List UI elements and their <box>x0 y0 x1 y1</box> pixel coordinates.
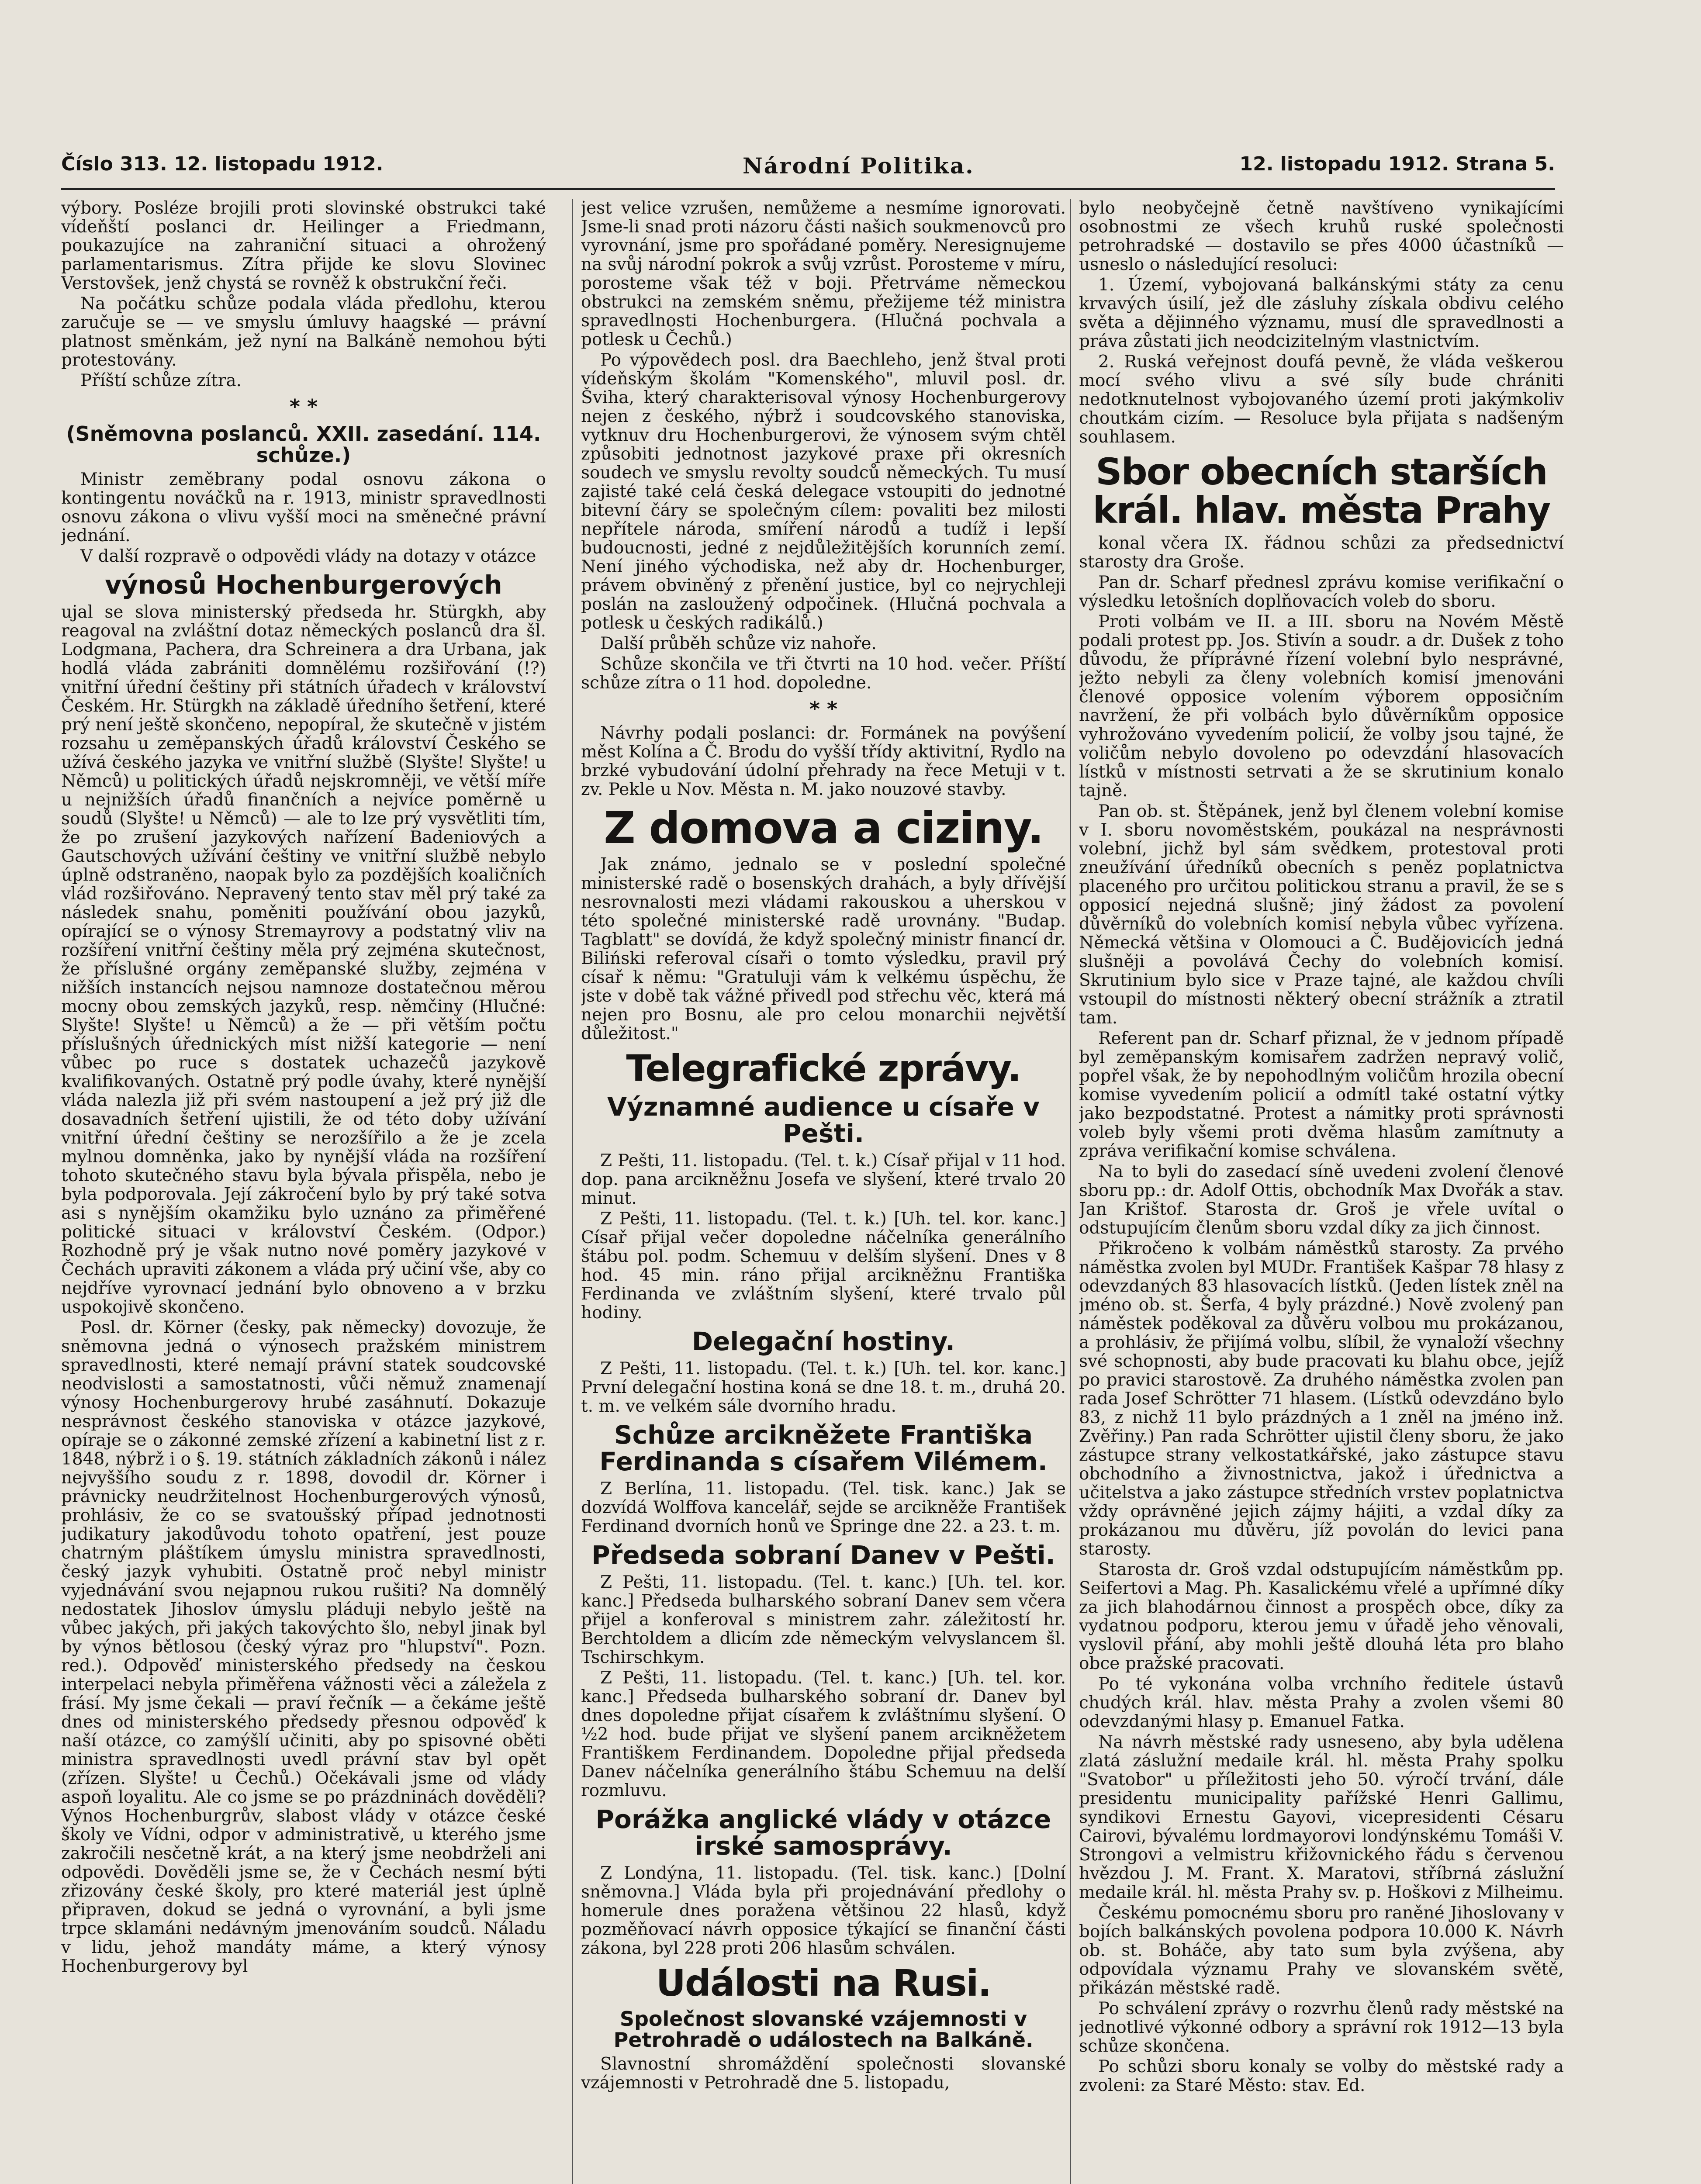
column-divider <box>572 199 573 2184</box>
article-paragraph: Příští schůze zítra. <box>80 371 242 390</box>
article-paragraph: Z Pešti, 11. listopadu. (Tel. t. kanc.) [Uh. tel. kor. kanc.] Předseda bulharského sobraní Danev sem včera přijel a konferoval s ministrem zahr. záležitostí hr. Berchtoldem a dlicím zde německým velvyslancem šl. Tschirschkym. <box>581 1572 1066 1667</box>
article-paragraph: Pan ob. st. Štěpánek, jenž byl členem volební komise v I. sboru novoměstském, poukázal na nesprávnosti volební, jichž byl sám svědkem, protestoval proti zneužívání úředníků obecních s peněz poplatnictva placeného pro určitou politickou stranu a pravil, že se s opposicí nejedná slušně; jiný žádost za povolení důvěrníků do volebních komisí nebyla vůbec vyřízena. Německá většina v Olomouci a Č. Budějovicích jedná slušněji a povolává Čechy do volebních komisí. Skrutinium bylo sice v Praze tajné, ale každou chvíli vstoupil do místnosti některý obecní strážník a ztratil tam. <box>1079 802 1564 1028</box>
article-paragraph: Z Pešti, 11. listopadu. (Tel. t. k.) Císař přijal v 11 hod. dop. pana arcikněžnu Josefa ve slyšení, které trvalo 20 minut. <box>581 1151 1066 1209</box>
column-1 <box>61 199 546 2184</box>
section-separator: * * <box>809 697 838 721</box>
article-heading: Významné audience u císaře v Pešti. <box>607 1092 1040 1149</box>
article-heading: Předseda sobraní Danev v Pešti. <box>591 1540 1055 1570</box>
article-paragraph: Na to byli do zasedací síně uvedeni zvolení členové sboru pp.: dr. Adolf Ottis, obchodník Max Dvořák a stav. Jan Krištof. Starosta dr. Groš je vřele uvítal o odstupujícím členům sboru vzdal díky za jich činnost. <box>1079 1162 1564 1238</box>
article-paragraph: V další rozpravě o odpovědi vlády na dotazy v otázce <box>80 546 536 566</box>
article-paragraph: Po schůzi sboru konaly se volby do městské rady a zvoleni: za Staré Město: stav. Ed. <box>1079 2057 1564 2096</box>
section-heading: Telegrafické zprávy. <box>626 1047 1021 1090</box>
column-3 <box>1079 199 1564 2184</box>
article-heading: Společnost slovanské vzájemnosti v Petrohradě o událostech na Balkáně. <box>613 2007 1034 2052</box>
article-paragraph: 1. Území, vybojovaná balkánskými státy za cenu krvavých úsilí, jež dle zásluhy získala obdivu celého světa a dějinného významu, musí dle spravedlnosti a práva zůstati jich neodcizitelným vlastnictvím. <box>1079 275 1564 351</box>
article-paragraph: Z Pešti, 11. listopadu. (Tel. t. k.) [Uh. tel. kor. kanc.] Císař přijal večer dopoledne náčelníka generálního štábu pol. podm. Schemuu v delším slyšení. Dnes v 8 hod. 45 min. ráno přijal arcikněžnu Františka Ferdinanda ve zvláštním slyšení, které trvalo půl hodiny. <box>581 1209 1066 1323</box>
article-heading: Schůze arcikněžete Františka Ferdinanda s císařem Vilémem. <box>599 1420 1048 1477</box>
article-paragraph: jest velice vzrušen, nemůžeme a nesmíme ignorovati. Jsme-li snad proti názoru části našich soukmenovců pro vyrovnání, jsme pro spořádané poměry. Neresignujeme na svůj národní pokrok a svůj vzrůst. Porosteme v míru, porosteme však též v boji. Přetrváme německou obstrukci na zemském sněmu, přežijeme též ministra spravedlnosti Hochenburgera. (Hlučná pochvala a potlesk u Čechů.) <box>581 199 1066 349</box>
article-paragraph: ujal se slova ministerský předseda hr. Stürgkh, aby reagoval na zvláštní dotaz německých poslanců dra šl. Lodgmana, Pachera, dra Schreinera a dra Urbana, jak hodlá vláda zabrániti domnělému rozšiřování (!?) vnitřní úřední češtiny při státních úřadech v království Českém. Hr. Stürgkh na základě úředního šetření, které prý není ještě skončeno, nepopíral, že skutečně v jistém rozsahu u zeměpanských úřadů království Českého se užívá českého jazyka ve vnitřní službě (Slyšte! Slyšte! u Němců) u politických úřadů nejskromněji, ve větší míře u nejnižších úřadů finančních a nejvíce poměrně u soudů (Slyšte! u Němců) — ale to lze prý vysvětliti tím, že po zrušení jazykových nařízení Badeniových a Gautschových užívání češtiny ve vnitřní službě nebylo úplně odstraněno, naopak bylo za pozdějších koaličních vlád rozšiřováno. Nepravený tento stav měl prý také za následek snahu, poměniti používání obou jazyků, opírající se o výnosy Stremayrovy a podstatný vliv na rozšíření vnitřní češtiny měla prý zejména skutečnost, že příslušné orgány zeměpanské služby, zejména v nižších instancích nejsou namnoze dostatečnou měrou mocny obou zemských jazyků, resp. němčiny (Hlučné: Slyšte! Slyšte! u Němců) a že — při větším počtu příslušných úřednických míst nižší kategorie — není vůbec po ruce s dostatek uchazečů jazykově kvalifikovaných. Ostatně prý podle úvahy, které nynější vláda nalezla již při svém nastoupení a jež prý již dle dosavadních šetření ujistili, že od této doby užívání vnitřní úřední češtiny se nerozšířilo a že je zcela mylnou domněnka, jako by nynější vláda na rozšíření tohoto skutečného stavu byla bývala přispěla, nebo je byla podporovala. Její zákročení bylo by prý také sotva asi s nynějším okamžiku bylo uznáno za přiměřené politické situaci v království Českém. (Odpor.) Rozhodně prý je však nutno nové poměry jazykové v Čechách upraviti zákonem a vláda prý učiní vše, aby co nejdříve vyrovnací jednání bylo obnoveno a v brzku uspokojivě skončeno. <box>61 602 546 1317</box>
article-paragraph: Návrhy podali poslanci: dr. Formánek na povýšení měst Kolína a Č. Brodu do vyšší třídy aktivitní, Rydlo na brzké vybudování údolní přehrady na řece Metuji v t. zv. Pekle u Nov. Města n. M. jako nouzové stavby. <box>581 723 1066 800</box>
column-2 <box>581 199 1066 2184</box>
article-paragraph: Ministr zeměbrany podal osnovu zákona o kontingentu nováčků na r. 1913, ministr spravedlnosti osnovu zákona o vlivu vyšší moci na směnečné právní jednání. <box>61 469 546 546</box>
date-page-right: 12. listopadu 1912. Strana 5. <box>1239 153 1555 175</box>
article-heading: Porážka anglické vlády v otázce irské samosprávy. <box>595 1804 1051 1861</box>
section-separator: * * <box>289 395 318 418</box>
article-paragraph: 2. Ruská veřejnost doufá pevně, že vláda veškerou mocí svého vlivu a své síly bude chrániti nedotknutelnost vybojovaného území proti jakýmkoliv choutkám cizím. — Resoluce byla přijata s nadšeným souhlasem. <box>1079 352 1564 447</box>
column-divider <box>1070 199 1071 2184</box>
section-heading: Sbor obecních starších král. hlav. města Prahy <box>1093 450 1550 532</box>
article-paragraph: Jak známo, jednalo se v poslední společné ministerské radě o bosenských drahách, a byly dřívější nesrovnalosti mezi vládami rakouskou a uherskou v této společné ministerské radě urovnány. "Budap. Tagblatt" se dovídá, že když společný ministr financí dr. Biliński referoval císaři o tomto výsledku, pravil prý císař k němu: "Gratuluji vám k velkému úspěchu, že jste v době tak vážné přivedl pod střechu věc, která má nejen pro Bosnu, ale pro celou monarchii největší důležitost." <box>581 855 1066 1044</box>
article-paragraph: Z Pešti, 11. listopadu. (Tel. t. k.) [Uh. tel. kor. kanc.] První delegační hostina koná se dne 18. t. m., druhá 20. t. m. ve velkém sále dvorního hradu. <box>581 1359 1066 1417</box>
article-paragraph: Po té vykonána volba vrchního ředitele ústavů chudých král. hlav. města Prahy a zvolen všemi 80 odevzdanými hlasy p. Emanuel Fatka. <box>1079 1674 1564 1732</box>
page-header <box>61 153 1555 190</box>
article-paragraph: Z Pešti, 11. listopadu. (Tel. t. kanc.) [Uh. tel. kor. kanc.] Předseda bulharského sobraní dr. Danev byl dnes dopoledne přijat císařem k zvláštnímu slyšení. O ½2 hod. bude přijat ve slyšení panem arcikněžetem Františkem Ferdinandem. Dopoledne přijal předseda Danev náčelníka generálního štábu Schemuu na delší rozmluvu. <box>581 1668 1066 1800</box>
masthead-title: Národní Politika. <box>743 153 975 179</box>
section-heading: Události na Rusi. <box>656 1961 991 2004</box>
article-paragraph: Z Londýna, 11. listopadu. (Tel. tisk. kanc.) [Dolní sněmovna.] Vláda byla při projednávání předlohy o homerule dnes poražena většinou 22 hlasů, když pozměňovací návrh opposice týkající se finanční části zákona, byl 228 proti 206 hlasům schválen. <box>581 1863 1066 1958</box>
section-subheading: (Sněmovna poslanců. XXII. zasedání. 114. schůze.) <box>66 422 541 467</box>
article-paragraph: Po výpovědech posl. dra Baechleho, jenž štval proti vídeňským školám "Komenského", mluvil posl. dr. Šviha, který charakterisoval výnosy Hochenburgerovy nejen z českého, nýbrž i soudcovského stanoviska, vytknuv dru Hochenburgerovi, že výnosem svým chtěl způsobiti jednotnost jazykové praxe při okresních soudech ve smyslu revolty soudců německých. Tu musí zajisté také celá česká delegace vstoupiti do jednotné bitevní čáry se společným cílem: povaliti bez milosti nepřítele národa, smíření národů a tudíž i lepší budoucnosti, jedné z nejdůležitějších korunních zemí. Není jiného východiska, než aby dr. Hochenburger, právem obviněný z přenění justice, byl co nejrychleji poslán na zasloužený odpočinek. (Hlučná pochvala a potlesk u českých radikálů.) <box>581 350 1066 633</box>
issue-date-left: Číslo 313. 12. listopadu 1912. <box>61 153 384 175</box>
article-paragraph: Po schválení zprávy o rozvrhu členů rady městské na jednotlivé výkonné odbory a správní rok 1912—13 byla schůze skončena. <box>1079 1999 1564 2056</box>
article-paragraph: bylo neobyčejně četně navštíveno vynikajícími osobnostmi ze všech kruhů ruské společnosti petrohradské — dostavilo se přes 4000 účastníků — usneslo o následující resoluci: <box>1079 199 1564 274</box>
article-paragraph: Pan dr. Scharf přednesl zprávu komise verifikační o výsledku letošních doplňovacích voleb do sboru. <box>1079 573 1564 612</box>
article-paragraph: Starosta dr. Groš vzdal odstupujícím náměstkům pp. Seifertovi a Mag. Ph. Kasalickému vřelé a upřímné díky za jich blahodárnou činnost a prospěch obce, díky za vydatnou podporu, kterou jemu v úřadě jeho věnovali, vyslovil přání, aby mohli ještě dlouhá léta pro blaho obce pražské pracovati. <box>1079 1560 1564 1674</box>
article-paragraph: výbory. Posléze brojili proti slovinské obstrukci také vídeňští poslanci dr. Heilinger a Friedmann, poukazujíce na zahraniční situaci a ohrožený parlamentarismus. Zítra přijde ke slovu Slovinec Verstovšek, jenž chystá se rovněž k obstrukční řeči. <box>61 199 546 293</box>
article-paragraph: Schůze skončila ve tři čtvrti na 10 hod. večer. Příští schůze zítra o 11 hod. dopoledne. <box>581 654 1066 693</box>
article-paragraph: Slavnostní shromáždění společnosti slovanské vzájemnosti v Petrohradě dne 5. listopadu, <box>581 2054 1066 2093</box>
article-heading: Delegační hostiny. <box>691 1327 955 1357</box>
article-paragraph: Referent pan dr. Scharf přiznal, že v jednom případě byl zeměpanským komisařem zadržen nepravý volič, popřel však, že by nepohodlným voličům hrozila obecní komise vyvedením policií a odmítl také ostatní výtky jako bezpodstatné. Protest a námitky proti správnosti voleb byly všemi proti dvěma hlasům zamítnuty a zpráva verifikační komise schválena. <box>1079 1029 1564 1161</box>
section-heading: Z domova a ciziny. <box>604 802 1043 854</box>
article-paragraph: Další průběh schůze viz nahoře. <box>600 634 877 653</box>
article-paragraph: Posl. dr. Körner (česky, pak německy) dovozuje, že sněmovna jedná o výnosech pražském ministrem spravedlnosti, které nemají právní statek soudcovské neodvislosti a samostatnosti, vůči němuž znamenají výnosy Hochenburgerovy hrubé zasáhnutí. Dokazuje nesprávnost českého stanoviska v otázce jazykové, opíraje se o zákonné zemské zřízení a kabinetní list z r. 1848, nýbrž i o §. 19. státních základních zákonů i nález nejvyššího soudu z r. 1898, dovodil dr. Körner i právnicky neudržitelnost Hochenburgerových výnosů, prohlásiv, že co se svatoušský případ jednotnosti judikatury jakodůvodu tohoto opatření, jest pouze chatrným pláštíkem úmyslu ministra spravedlnosti, český jazyk vyhubiti. Ostatně proč nebyl ministr vyjednávání svou nejapnou rukou rušiti? Na domnělý nedostatek Jihoslov úmyslu pláduji nebylo ještě na vůbec jakých, při jakých takovýchto šlo, nebyl jinak byl by výnos bětlosou (český výraz pro "hlupství". Pozn. red.). Odpověď ministerského předsedy na českou interpelaci nebyla přiměřena vážnosti věci a záležela z frásí. My jsme čekali — praví řečník — a čekáme ještě dnes od ministerského předsedy přesnou odpověď k naší otázce, co zamýšlí učiniti, aby po spisovné oběti ministra spravedlnosti uvedl právní stav byl opět (zřízen. Slyšte! u Čechů.) Očekávali jsme od vlády aspoň loyalitu. Ale co jsme se po prázdninách dověděli? Výnos Hochenburgrův, slabost vlády v otázce české školy ve Vídni, odpor v administrativě, u kterého jsme zakročili nesčetně krát, a na který jsme neobdrželi ani odpovědi. Dověděli jsme se, že v Čechách nesmí býti zřizovány české školy, pro které materiál jest úplně připraven, dokud se jedná o vyrovnání, a byli jsme trpce sklamáni nedávným jmenováním soudců. Náladu v lidu, jehož mandáty máme, a který výnosy Hochenburgerovy byl <box>61 1317 546 1976</box>
article-paragraph: Českému pomocnému sboru pro raněné Jihoslovany v bojích balkánských povolena podpora 10.000 K. Návrh ob. st. Boháče, aby tato sum byla zvýšena, aby odpovídala významu Prahy ve slovanském světě, přikázán městské radě. <box>1079 1903 1564 1998</box>
article-paragraph: konal včera IX. řádnou schůzi za předsednictví starosty dra Groše. <box>1079 533 1564 572</box>
article-paragraph: Z Berlína, 11. listopadu. (Tel. tisk. kanc.) Jak se dozvídá Wolffova kancelář, sejde se arcikněže František Ferdinand dvorních honů ve Springe dne 22. a 23. t. m. <box>581 1479 1066 1536</box>
article-paragraph: Proti volbám ve II. a III. sboru na Novém Městě podali protest pp. Jos. Stivín a soudr. a dr. Dušek z toho důvodu, že příprávné řízení volební bylo nesprávné, ježto nebyli za členy volebních komisí jmenováni členové opposice volením výborem opposičním navržení, že při volbách bylo důvěrníkům opposice vyhrožováno vyvedením policií, že volby jsou tajné, že voličům nebylo dovoleno po odevzdání hlasovacích lístků v místnosti setrvati a že se skrutinium konalo tajně. <box>1079 612 1564 801</box>
article-paragraph: Přikročeno k volbám náměstků starosty. Za prvého náměstka zvolen byl MUDr. František Kašpar 78 hlasy z odevzdaných 83 hlasovacích lístků. (Jeden lístek zněl na jméno ob. st. Šerfa, 4 byly prázdné.) Nově zvolený pan náměstek poděkoval za důvěru volbou mu prokázanou, a prohlásiv, že přijímá volbu, slíbil, že vynaloží všechny své schopnosti, aby bude pracovati ku blahu obce, jejíž po pravici starostově. Za druhého náměstka zvolen pan rada Josef Schrötter 71 hlasem. (Lístků odevzdáno bylo 83, z nichž 11 bylo prázdných a 1 zněl na jméno inž. Zvěřiny.) Pan rada Schrötter ujistil členy sboru, že jako zástupce strany velkostatkářské, jako zástupce stavu obchodního a živnostnictva, jakož i úřednictva a učitelstva a jako zástupce středních vrstev poplatnictva vždy oprávněné jejich zájmy hájiti, a vzdal díky za prokázanou mu důvěru, jíž povolán do levici pana starosty. <box>1079 1239 1564 1559</box>
article-paragraph: Na návrh městské rady usneseno, aby byla udělena zlatá záslužní medaile král. hl. města Prahy spolku "Svatobor" u příležitosti jeho 50. výročí trvání, dále presidentu municipality pařížské Henri Gallimu, syndikovi Ernestu Gayovi, vicepresidenti Césaru Cairovi, bývalému lordmayorovi londýnskému Tomáši V. Strongovi a velmistru křižovnického řádu s červenou hvězdou J. M. Frant. X. Maratovi, stříbrná záslužní medaile král. hl. města Prahy sv. p. Hoškovi z Milheimu. <box>1079 1732 1564 1903</box>
article-paragraph: Na počátku schůze podala vláda předlohu, kterou zaručuje se — ve smyslu úmluvy haagské — právní platnost směnkám, jež nyní na Balkáně nemohou býti protestovány. <box>61 294 546 370</box>
section-heading: výnosů Hochenburgerových <box>105 570 502 600</box>
